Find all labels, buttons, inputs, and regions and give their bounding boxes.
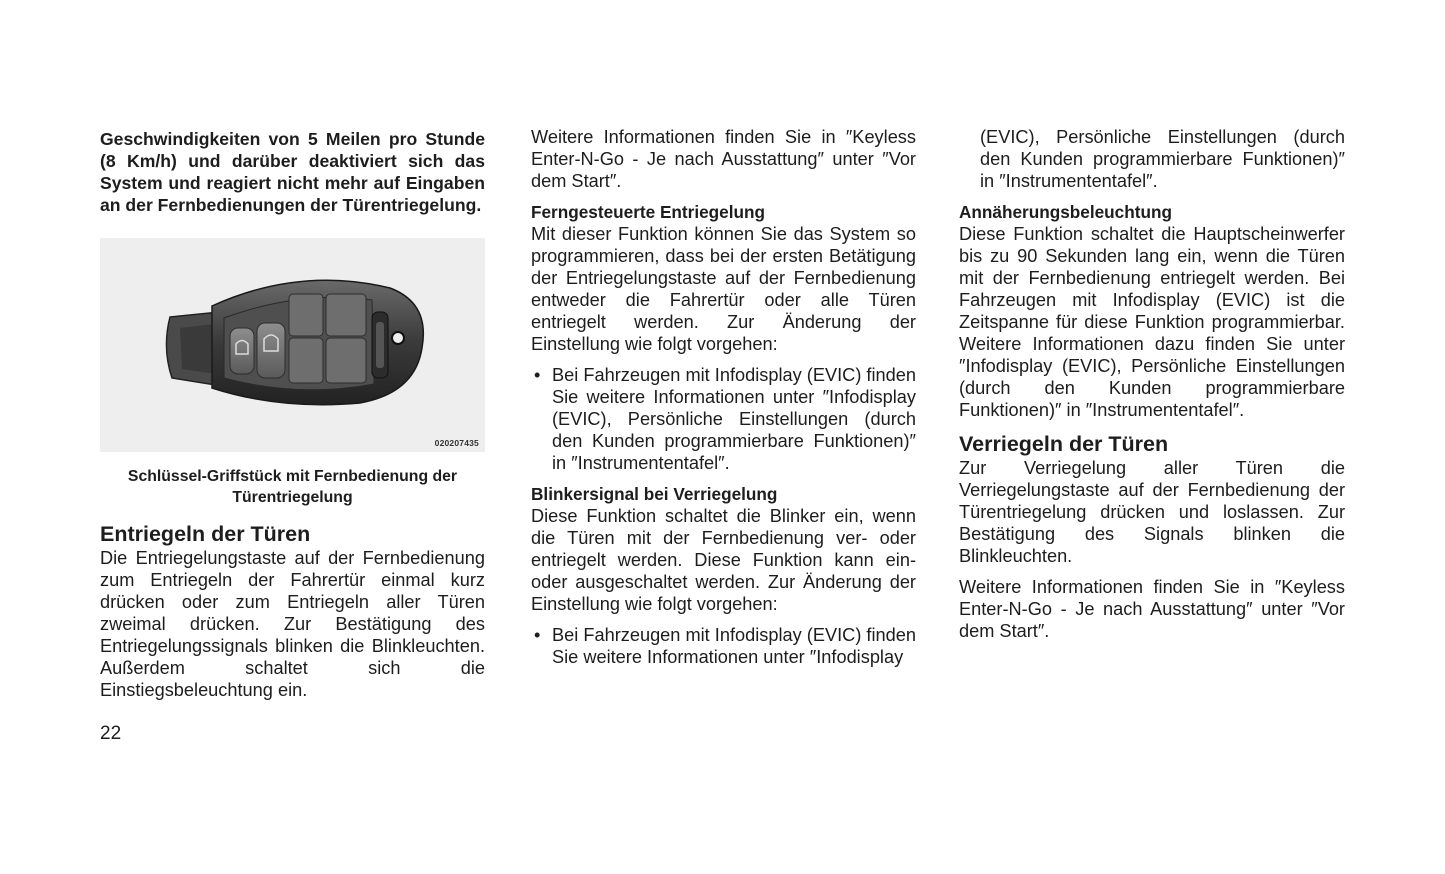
right-column	[959, 126, 1345, 642]
bullet-icon: •	[534, 365, 541, 385]
body-verriegeln-more: Weitere Informationen finden Sie in ″Keyless Enter-N-Go - Je nach Ausstattung″ unter ″Vor dem Start″.	[959, 577, 1345, 641]
key-fob-illustration	[100, 238, 485, 452]
heading-blinkersignal: Blinkersignal bei Verriegelung	[531, 484, 778, 504]
body-entriegeln: Die Entriegelungstaste auf der Fernbedienung zum Entriegeln der Fahrertür einmal kurz drücken oder zum Entriegeln aller Türen zweimal drücken. Zur Bestätigung des Entriegelungssignals blinken die Blinkleuchten. Außerdem schaltet sich die Einstiegsbeleuchtung ein.	[100, 548, 485, 700]
bullet-list	[531, 364, 916, 474]
figure-id: 020207435	[434, 438, 479, 448]
body-annaeherungsbeleuchtung: Diese Funktion schaltet die Hauptscheinwerfer bis zu 90 Sekunden lang ein, wenn die Türen mit der Fernbedienung entriegelt werden. Bei Fahrzeugen mit Infodisplay (EVIC) ist die Zeitspanne für diese Funktion programmierbar. Weitere Informationen dazu finden Sie unter ″Infodisplay (EVIC), Persönliche Einstellungen (durch den Kunden programmierbare Funktionen)″ in ″Instrumententafel″.	[959, 224, 1345, 420]
list-item	[531, 624, 916, 668]
key-fob-figure	[100, 238, 485, 452]
body-verriegeln: Zur Verriegelung aller Türen die Verriegelungstaste auf der Fernbedienung der Türentriegelung drücken und loslassen. Zur Bestätigung des Signals blinken die Blinkleuchten.	[959, 458, 1345, 566]
bullet-icon: •	[534, 625, 541, 645]
page-number: 22	[100, 723, 122, 744]
middle-column	[531, 126, 916, 668]
heading-entriegeln: Entriegeln der Türen	[100, 522, 311, 546]
heading-annaeherungsbeleuchtung: Annäherungsbeleuchtung	[959, 202, 1172, 222]
figure-caption: Schlüssel-Griffstück mit Fernbedienung der Türentriegelung	[127, 468, 458, 506]
body-ferngesteuerte-entriegelung: Mit dieser Funktion können Sie das System so programmieren, dass bei der ersten Betätigung der Entriegelungstaste auf der Fernbedienung entweder die Fahrertür oder alle Türen entriegelt werden. Zur Änderung der Einstellung wie folgt vorgehen:	[531, 224, 916, 354]
list-item	[531, 364, 916, 474]
heading-ferngesteuerte-entriegelung: Ferngesteuerte Entriegelung	[531, 202, 765, 222]
bullet-text: Bei Fahrzeugen mit Infodisplay (EVIC) finden Sie weitere Informationen unter ″Infodisplay	[552, 625, 916, 667]
continued-text: (EVIC), Persönliche Einstellungen (durch den Kunden programmierbare Funktionen)″ in ″Instrumententafel″.	[980, 127, 1345, 191]
bullet-text: Bei Fahrzeugen mit Infodisplay (EVIC) finden Sie weitere Informationen unter ″Infodisplay (EVIC), Persönliche Einstellungen (durch den Kunden programmierbare Funktionen)″ in ″Instrumententafel″.	[552, 365, 916, 473]
heading-verriegeln: Verriegeln der Türen	[959, 432, 1169, 456]
left-column	[100, 126, 485, 701]
bullet-list	[531, 624, 916, 668]
body-blinkersignal: Diese Funktion schaltet die Blinker ein, wenn die Türen mit der Fernbedienung ver- oder entriegelt werden. Diese Funktion kann ein- oder ausgeschaltet werden. Zur Änderung der Einstellung wie folgt vorgehen:	[531, 506, 916, 614]
warning-text: Geschwindigkeiten von 5 Meilen pro Stunde (8 Km/h) und darüber deaktiviert sich das System und reagiert nicht mehr auf Eingaben an der Fernbedienungen der Türentriegelung.	[100, 129, 485, 215]
intro-text: Weitere Informationen finden Sie in ″Keyless Enter-N-Go - Je nach Ausstattung″ unter ″Vor dem Start″.	[531, 127, 916, 191]
